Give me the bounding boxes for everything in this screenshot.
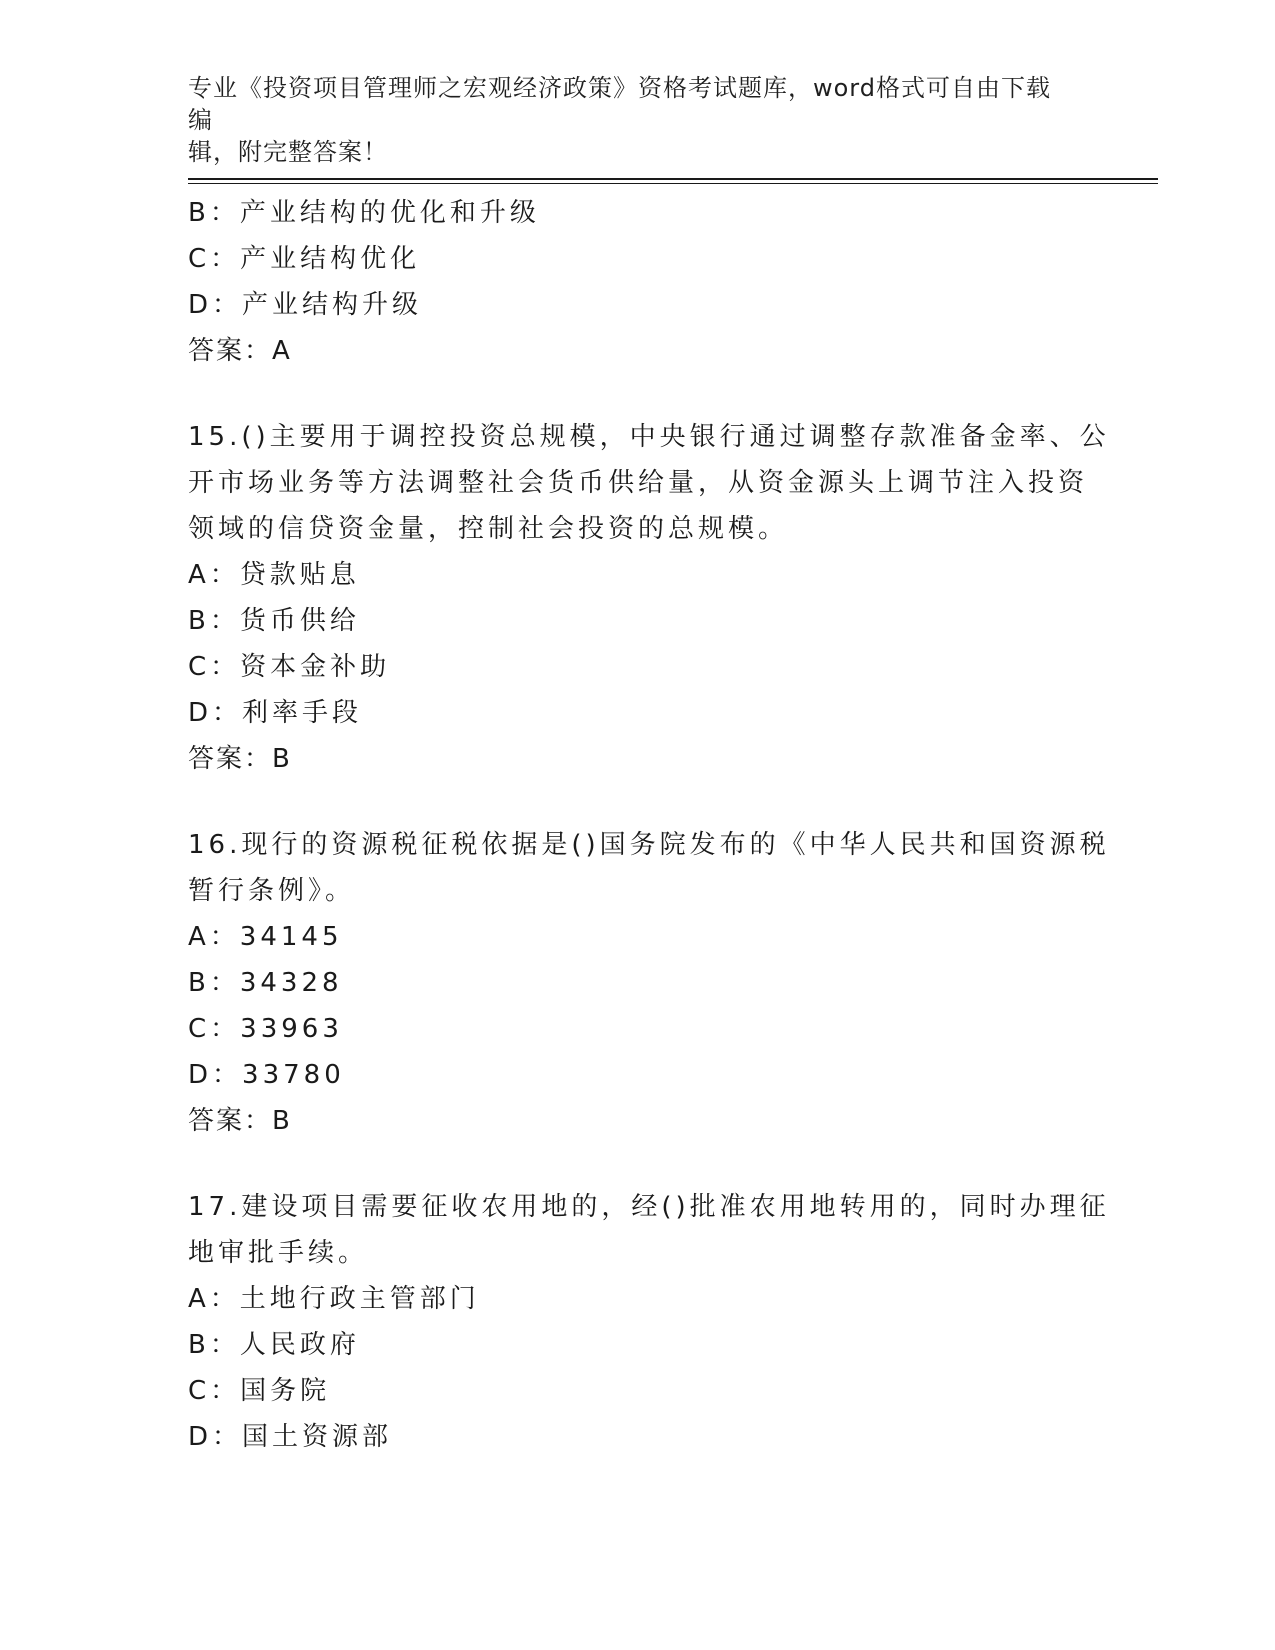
- option-d: D：33780: [188, 1060, 345, 1090]
- question-stem-line: 17.建设项目需要征收农用地的，经()批准农用地转用的，同时办理征: [188, 1192, 1110, 1222]
- option-d: D：利率手段: [188, 698, 363, 728]
- option-d: D：产业结构升级: [188, 290, 423, 320]
- answer-line: 答案：A: [188, 336, 292, 366]
- question-stem-line: 16.现行的资源税征税依据是()国务院发布的《中华人民共和国资源税: [188, 830, 1110, 860]
- header-line-1: 专业《投资项目管理师之宏观经济政策》资格考试题库，word格式可自由下载编: [188, 74, 1051, 134]
- option-c: C：资本金补助: [188, 652, 391, 682]
- header-line-2: 辑，附完整答案！: [188, 138, 388, 166]
- option-a: A：贷款贴息: [188, 560, 360, 590]
- question-stem-line: 暂行条例》。: [188, 876, 356, 906]
- question-16: [188, 822, 1110, 1144]
- option-b: B：人民政府: [188, 1330, 360, 1360]
- option-c: C：产业结构优化: [188, 244, 421, 274]
- option-a: A：34145: [188, 922, 343, 952]
- question-stem-line: 领域的信贷资金量，控制社会投资的总规模。: [188, 514, 789, 544]
- header-divider-thick: [188, 178, 1158, 180]
- option-c: C：国务院: [188, 1376, 331, 1406]
- option-a: A：土地行政主管部门: [188, 1284, 480, 1314]
- question-stem-line: 15.()主要用于调控投资总规模，中央银行通过调整存款准备金率、公: [188, 422, 1110, 452]
- question-17: [188, 1184, 1110, 1460]
- question-content: [188, 190, 1110, 1460]
- option-b: B：货币供给: [188, 606, 360, 636]
- question-stem-line: 地审批手续。: [188, 1238, 369, 1268]
- option-b: B：34328: [188, 968, 343, 998]
- question-15: [188, 414, 1110, 782]
- answer-line: 答案：B: [188, 744, 292, 774]
- question-stem-line: 开市场业务等方法调整社会货币供给量，从资金源头上调节注入投资: [188, 468, 1089, 498]
- option-d: D：国土资源部: [188, 1422, 393, 1452]
- header-divider-thin: [188, 183, 1158, 184]
- document-header: [188, 72, 1068, 168]
- option-b: B：产业结构的优化和升级: [188, 198, 540, 228]
- question-14-tail: [188, 190, 1088, 374]
- answer-line: 答案：B: [188, 1106, 292, 1136]
- option-c: C：33963: [188, 1014, 343, 1044]
